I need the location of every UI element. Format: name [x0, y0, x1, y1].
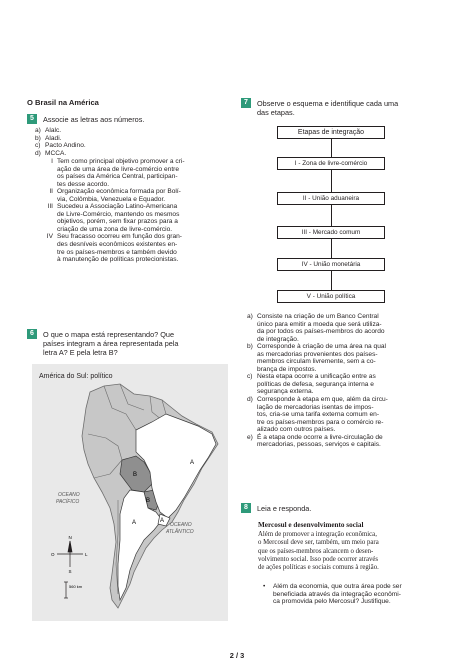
south-america-map [32, 364, 228, 621]
scheme-title: Etapas de integração [277, 126, 385, 139]
question-5-number: 5 [27, 114, 37, 124]
compass-rose-icon [57, 541, 83, 567]
section-title: O Brasil na América [27, 98, 99, 107]
compass-o: O [51, 552, 55, 557]
ocean-atlantic-line-1: OCEANO [170, 522, 192, 528]
option-b: b) Aladi. [35, 134, 62, 142]
label-a-argentina: A [132, 520, 137, 526]
option-d: d) MCCA. [35, 149, 67, 157]
scale-label: 560 km [69, 584, 83, 589]
scheme-step-1: I - Zona de livre-comércio [277, 157, 385, 170]
map-title: América do Sul: político [39, 373, 113, 380]
question-5-options [35, 127, 86, 157]
compass-s: S [68, 569, 72, 574]
page-number: 2 / 3 [229, 651, 245, 660]
question-8-prompt: Leia e responda. [257, 504, 312, 513]
label-b-paraguay: B [146, 498, 151, 504]
question-7-answers: a) Consiste na criação de um Banco Central único para emitir a moeda que será utiliza- da por todos os países-membros do acordo de integração. b) Corresponde à criação de uma área na qual as mercadorias provenientes dos países- membros circulam livremente, sem a co- brança de impostos. c) Nesta etapa ocorre a unificação entre as políticas de defesa, segurança interna e segurança externa. d) Corresponde à etapa em que, além da circu- lação de mercadorias isentas de impos- tos, cria-se uma tarifa externa comum en- tre os países-membros para o comércio re- alizado com outros países. e) É a etapa onde ocorre a livre-circulação de mercadorias, pessoas, serviços e capitais. [247, 313, 388, 449]
bullet-icon: • [263, 583, 266, 590]
reading-text: Além de promover a integração econômica, o Mercosul deve ser, também, um meio para que os países-membros alcancem o desen- volvimento social. Isso pode ocorrer através de ações políticas e sociais comuns à região. [258, 531, 379, 572]
question-8-header [241, 504, 311, 513]
scheme-step-2: II - União aduaneira [277, 192, 385, 205]
option-c: c) Pacto Andino. [35, 142, 86, 150]
question-6-number: 6 [27, 329, 37, 339]
ocean-pacific-line-1: OCEANO [58, 492, 80, 498]
question-6-header [27, 330, 178, 358]
question-8-number: 8 [241, 503, 251, 513]
compass-l: L [85, 552, 88, 557]
ocean-pacific-line-2: PACÍFICO [56, 499, 80, 505]
question-6-prompt: O que o mapa está representando? Que países integram a área representada pela letra A? E pela letra B? [43, 330, 179, 358]
question-7-prompt: Observe o esquema e identifique cada uma das etapas. [257, 99, 399, 118]
option-a: a) Alalc. [35, 127, 62, 134]
question-5-prompt: Associe as letras aos números. [43, 115, 145, 124]
question-5-header [27, 115, 144, 124]
scheme-step-3: III - Mercado comum [277, 226, 385, 239]
compass-n: N [68, 535, 72, 540]
question-5-items: I Tem como principal objetivo promover a cri- ação de uma área de livre-comércio entre os países da América Central, participan- tes desse acordo. II Organização econômica formada por Bolí- via, Colômbia, Venezuela e Equador. III Sucedeu a Associação Latino-Americana de Livre-Comércio, mantendo os mesmos objetivos, porém, sem fixar prazos para a criação de uma zona de livre-comércio. IV Seu fracasso ocorreu em função dos gran- des desníveis econômicos existentes en- tre os países-membros e também devido à manutenção de políticas protecionistas. [46, 158, 185, 264]
reading-title: Mercosul e desenvolvimento social [258, 521, 364, 529]
label-b-bolivia: B [133, 472, 138, 478]
map-drawing [32, 364, 228, 621]
scheme-step-5: V - União política [277, 290, 385, 303]
question-7-header [241, 99, 398, 117]
label-a-uruguay: A [160, 518, 165, 524]
question-7-number: 7 [241, 98, 251, 108]
scale-bar [64, 582, 68, 598]
scheme-step-4: IV - União monetária [277, 258, 385, 271]
label-a-brazil: A [190, 460, 195, 466]
ocean-atlantic-line-2: ATLÂNTICO [166, 529, 194, 535]
question-8-bullet: • Além da economia, que outra área pode ser beneficiada através da integração econômi- ca promovida pelo Mercosul? Justifique. [263, 583, 402, 606]
